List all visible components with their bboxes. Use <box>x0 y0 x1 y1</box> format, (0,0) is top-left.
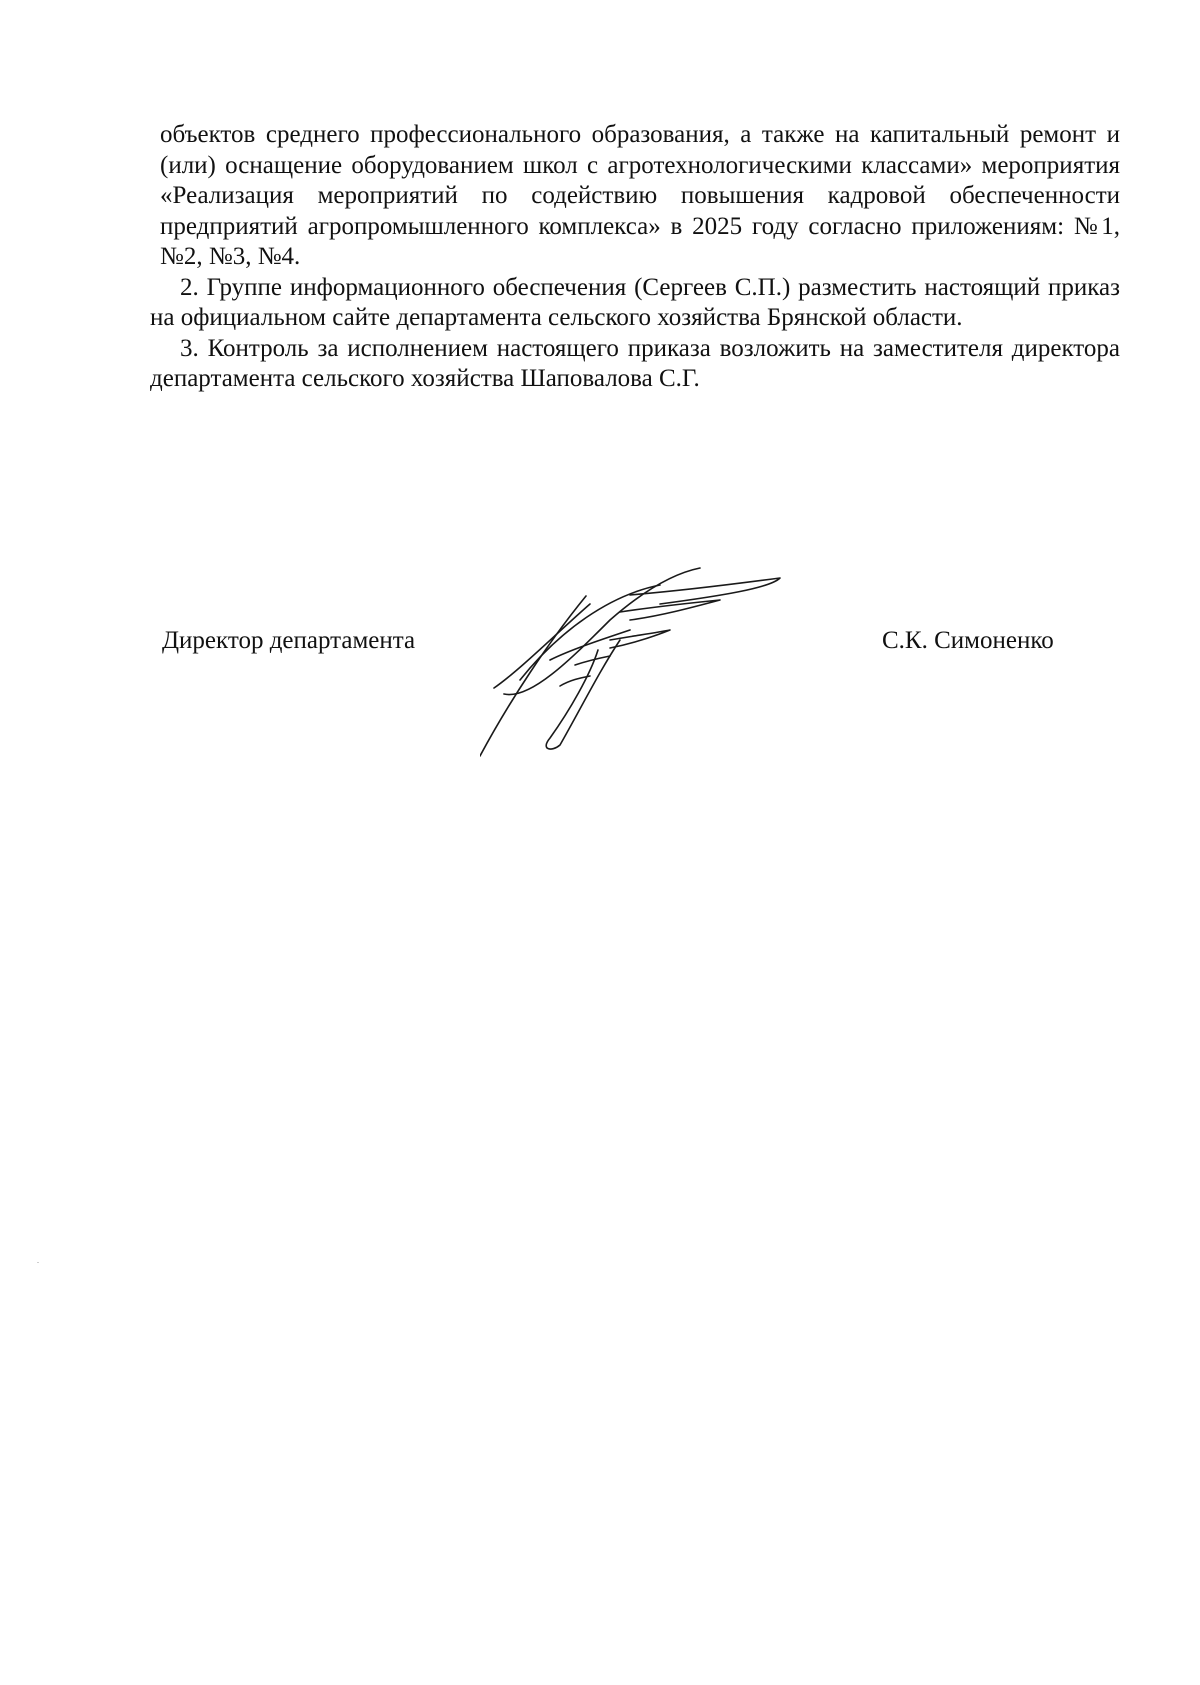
handwritten-signature <box>480 560 860 760</box>
signatory-title: Директор департамента <box>162 627 416 654</box>
order-body-text <box>150 120 1120 395</box>
paragraph-continuation: объектов среднего профессионального образования, а также на капитальный ремонт и (или) оснащение оборудованием школ с агротехнологическими классами» мероприятия «Реализация мероприятий по содействию повышения кадровой обеспеченности предприятий агропромышленного комплекса» в 2025 году согласно приложениям: №1, №2, №3, №4. <box>160 121 1120 270</box>
paragraph-item-3: 3. Контроль за исполнением настоящего приказа возложить на заместителя директора департамента сельского хозяйства Шаповалова С.Г. <box>150 334 1120 392</box>
signatory-name: С.К. Симоненко <box>882 627 1054 654</box>
paragraph-item-2: 2. Группе информационного обеспечения (Сергеев С.П.) разместить настоящий приказ на официальном сайте департамента сельского хозяйства Брянской области. <box>150 273 1120 331</box>
scan-speck <box>37 1262 39 1263</box>
signature-block <box>0 560 1200 760</box>
